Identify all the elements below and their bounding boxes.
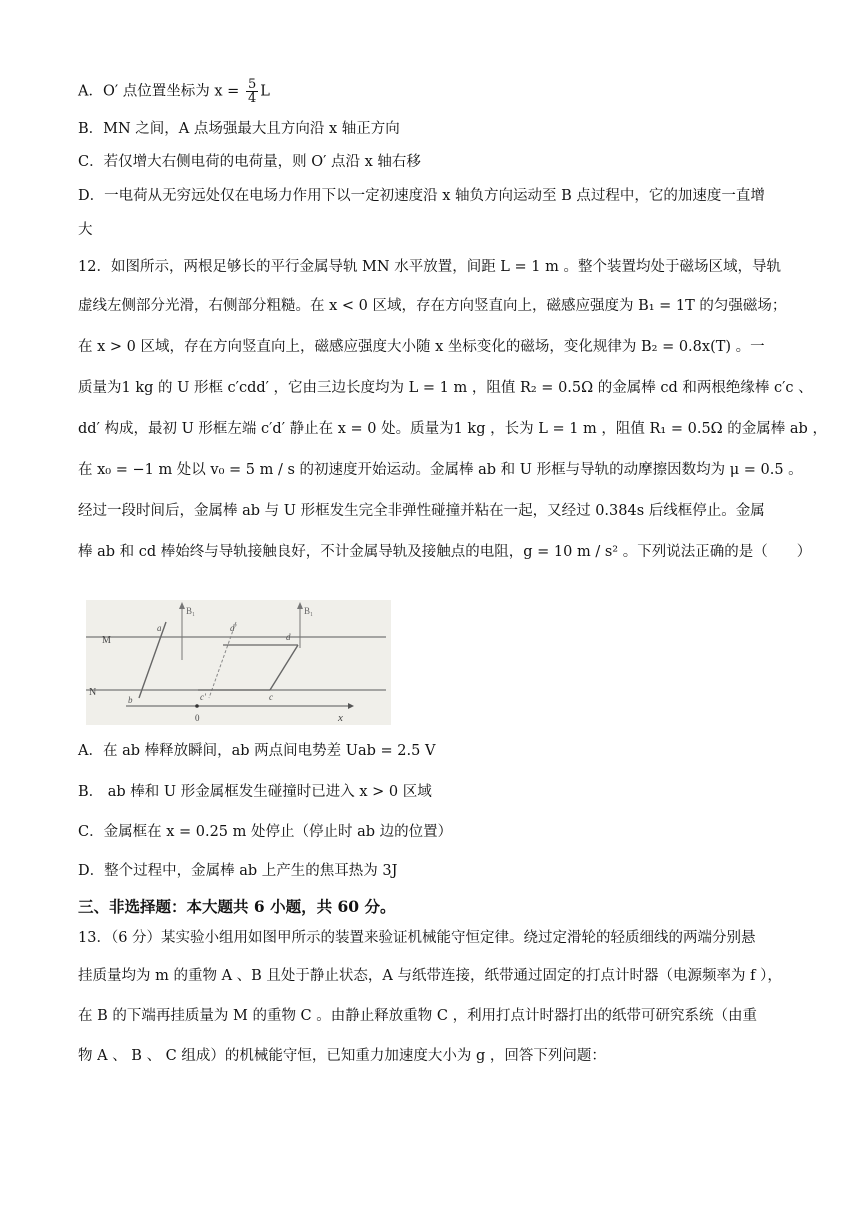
q11-option-d-line2: 大 [78, 222, 93, 238]
label-c-prime: c′ [200, 692, 206, 702]
b1-right-arrow-icon [297, 602, 303, 609]
label-m: M [102, 635, 111, 646]
q11-option-a-prefix: A． [78, 83, 103, 100]
q11-option-c: C．若仅增大右侧电荷的电荷量，则 O′ 点沿 x 轴右移 [78, 154, 421, 170]
label-d-prime: d′ [230, 623, 237, 633]
section-heading: 三、非选择题：本大题共 6 小题，共 60 分。 [78, 897, 396, 916]
label-b1-right: B₁ [304, 606, 314, 616]
fraction-numerator: 5 [247, 77, 257, 92]
q12-stem-line: 质量为1 kg 的 U 形框 c′cdd′ ，它由三边长度均为 L = 1 m ，阻值 R₂ = 0.5Ω 的金属棒 cd 和两根绝缘棒 c′c 、 [78, 380, 813, 396]
q12-figure [86, 600, 391, 725]
q12-option-b: B． ab 棒和 U 形金属框发生碰撞时已进入 x > 0 区域 [78, 784, 432, 800]
q11-option-d-line1: D．一电荷从无穷远处仅在电场力作用下以一定初速度沿 x 轴负方向运动至 B 点过程中，它的加速度一直增 [78, 188, 765, 204]
q12-figure-svg [86, 600, 391, 725]
label-x-axis: x [338, 712, 343, 724]
b1-left-arrow-icon [179, 602, 185, 609]
label-d: d [286, 632, 291, 642]
q12-stem-line: 经过一段时间后，金属棒 ab 与 U 形框发生完全非弹性碰撞并粘在一起，又经过 0.384s 后线框停止。金属 [78, 503, 765, 519]
label-origin: 0 [195, 713, 200, 723]
q13-stem-line: 13．（6 分）某实验小组用如图甲所示的装置来验证机械能守恒定律。绕过定滑轮的轻质细线的两端分别悬 [78, 930, 756, 946]
q11-option-b: B．MN 之间，A 点场强最大且方向沿 x 轴正方向 [78, 121, 400, 137]
q13-stem-line: 挂质量均为 m 的重物 A 、B 且处于静止状态，A 与纸带连接，纸带通过固定的打点计时器（电源频率为 f ）， [78, 968, 782, 984]
origin-dot [195, 704, 199, 708]
label-c: c [269, 692, 273, 702]
q12-stem-line: dd′ 构成，最初 U 形框左端 c′d′ 静止在 x = 0 处。质量为1 kg ，长为 L = 1 m ，阻值 R₁ = 0.5Ω 的金属棒 ab ， [78, 421, 827, 437]
label-b: b [128, 695, 133, 705]
label-a: a [157, 623, 162, 633]
q13-stem-line: 在 B 的下端再挂质量为 M 的重物 C 。由静止释放重物 C ，利用打点计时器打出的纸带可研究系统（由重 [78, 1008, 758, 1024]
q12-stem-line: 棒 ab 和 cd 棒始终与导轨接触良好，不计金属导轨及接触点的电阻，g = 10 m / s² 。下列说法正确的是（ ） [78, 544, 812, 560]
q12-option-c: C．金属框在 x = 0.25 m 处停止（停止时 ab 边的位置） [78, 824, 453, 840]
q11-option-a [78, 78, 798, 105]
q12-stem-line: 虚线左侧部分光滑，右侧部分粗糙。在 x < 0 区域，存在方向竖直向上，磁感应强度为 B₁ = 1T 的匀强磁场； [78, 298, 787, 314]
q12-option-d: D．整个过程中，金属棒 ab 上产生的焦耳热为 3J [78, 863, 398, 879]
rod-ab [139, 622, 166, 698]
q13-stem-line: 物 A 、 B 、 C 组成）的机械能守恒，已知重力加速度大小为 g ，回答下列问题： [78, 1048, 606, 1064]
q12-stem-line: 12．如图所示，两根足够长的平行金属导轨 MN 水平放置，间距 L = 1 m 。整个装置均处于磁场区域，导轨 [78, 259, 781, 275]
x-axis-arrow-icon [348, 703, 354, 709]
q11-option-a-suffix: L [260, 83, 270, 100]
fraction-denominator: 4 [247, 91, 257, 106]
label-b1-left: B₁ [186, 606, 196, 616]
q12-stem-line: 在 x₀ = −1 m 处以 v₀ = 5 m / s 的初速度开始运动。金属棒 ab 和 U 形框与导轨的动摩擦因数均为 μ = 0.5 。 [78, 462, 803, 478]
q12-option-a: A．在 ab 棒释放瞬间，ab 两点间电势差 Uab = 2.5 V [78, 743, 436, 759]
q11-option-a-fraction [246, 78, 258, 105]
rod-cd [270, 645, 298, 690]
frame-edge-c-prime-d-prime [209, 622, 236, 698]
label-n: N [89, 687, 97, 698]
q12-stem-line: 在 x > 0 区域，存在方向竖直向上，磁感应强度大小随 x 坐标变化的磁场，变化规律为 B₂ = 0.8x(T) 。一 [78, 339, 765, 355]
q11-option-a-text: O′ 点位置坐标为 x = [102, 83, 240, 100]
